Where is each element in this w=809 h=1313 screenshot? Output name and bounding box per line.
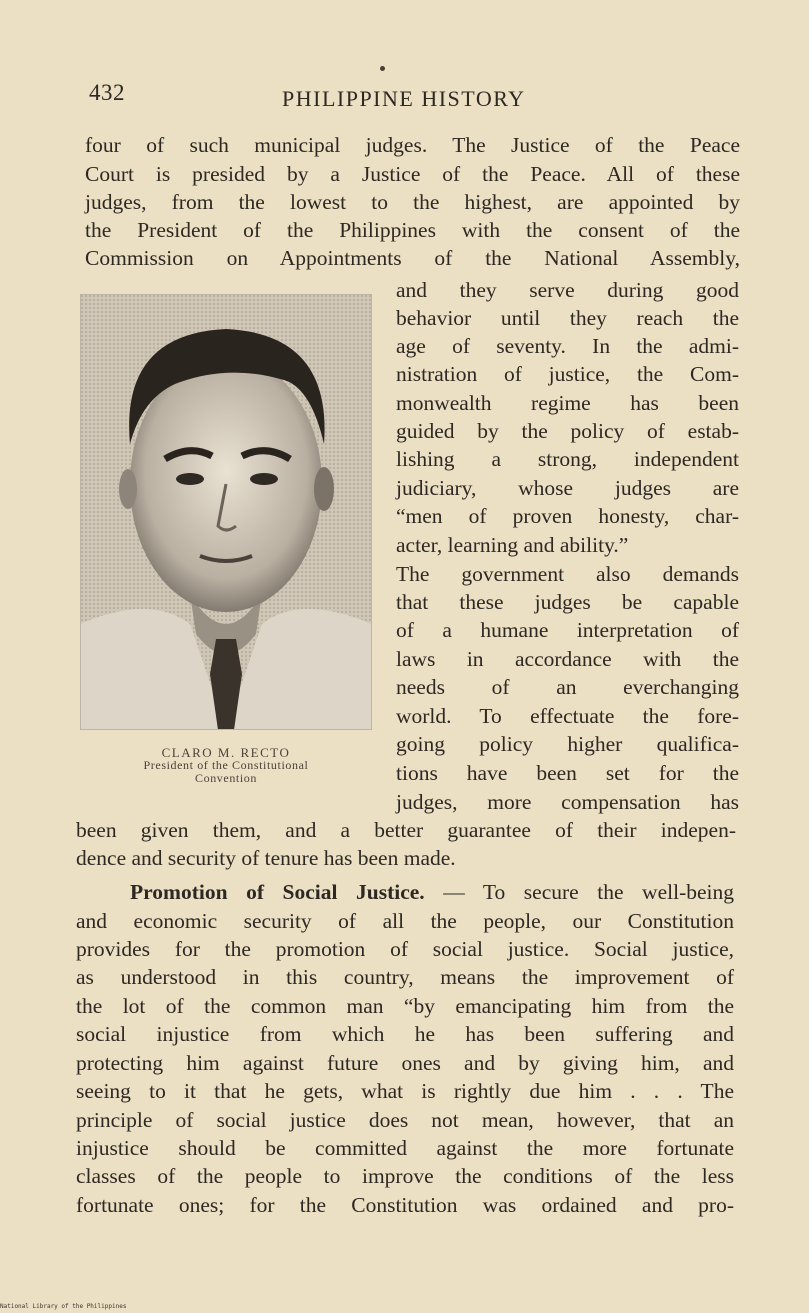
body-line: judiciary, whose judges are [396, 476, 739, 500]
body-line: injustice should be committed against the more fortunate [76, 1136, 734, 1160]
body-line: judges, from the lowest to the highest, are appointed by [85, 190, 740, 214]
body-line: guided by the policy of estab- [396, 419, 739, 443]
body-line: of a humane interpretation of [396, 618, 739, 642]
body-line: laws in accordance with the [396, 647, 739, 671]
body-line: age of seventy. In the admi- [396, 334, 739, 358]
body-line: fortunate ones; for the Constitution was ordained and pro- [76, 1193, 734, 1217]
body-line: that these judges be capable [396, 590, 739, 614]
body-line: principle of social justice does not mean, however, that an [76, 1108, 734, 1132]
portrait-photo [80, 294, 372, 730]
body-line: dence and security of tenure has been made. [76, 846, 456, 870]
body-line: Commission on Appointments of the National Assembly, [85, 246, 740, 270]
body-line: Court is presided by a Justice of the Peace. All of these [85, 162, 740, 186]
body-line: the lot of the common man “by emancipating him from the [76, 994, 734, 1018]
body-line: “men of proven honesty, char- [396, 504, 739, 528]
ink-dot [380, 66, 385, 71]
body-line: social injustice from which he has been suffering and [76, 1022, 734, 1046]
section-first-line: Promotion of Social Justice. — To secure the well-being [130, 880, 734, 904]
section-heading: Promotion of Social Justice. [130, 880, 425, 904]
running-head: PHILIPPINE HISTORY [282, 86, 526, 111]
body-line: classes of the people to improve the conditions of the less [76, 1164, 734, 1188]
page-number: 432 [89, 80, 125, 105]
body-line: lishing a strong, independent [396, 447, 739, 471]
body-line: provides for the promotion of social justice. Social justice, [76, 937, 734, 961]
body-line: four of such municipal judges. The Justice of the Peace [85, 133, 740, 157]
figure-caption [92, 746, 360, 785]
body-line: as understood in this country, means the improvement of [76, 965, 734, 989]
body-line: judges, more compensation has [396, 790, 739, 814]
body-line: been given them, and a better guarantee of their indepen- [76, 818, 736, 842]
body-line: going policy higher qualifica- [396, 732, 739, 756]
caption-title: President of the Constitutional [143, 758, 309, 772]
caption-title: Convention [195, 771, 257, 785]
body-line: behavior until they reach the [396, 306, 739, 330]
body-line: acter, learning and ability.” [396, 533, 629, 557]
body-line: tions have been set for the [396, 761, 739, 785]
body-line: needs of an everchanging [396, 675, 739, 699]
body-line: monwealth regime has been [396, 391, 739, 415]
body-line: seeing to it that he gets, what is rightly due him . . . The [76, 1079, 734, 1103]
body-line: The government also demands [396, 562, 739, 586]
body-line: and they serve during good [396, 278, 739, 302]
body-line: the President of the Philippines with the consent of the [85, 218, 740, 242]
caption-name: CLARO M. RECTO [161, 745, 291, 760]
body-line: world. To effectuate the fore- [396, 704, 739, 728]
body-line: nistration of justice, the Com- [396, 362, 739, 386]
library-credit: National Library of the Philippines [0, 1303, 127, 1310]
body-line: and economic security of all the people, our Constitution [76, 909, 734, 933]
body-line: protecting him against future ones and by giving him, and [76, 1051, 734, 1075]
